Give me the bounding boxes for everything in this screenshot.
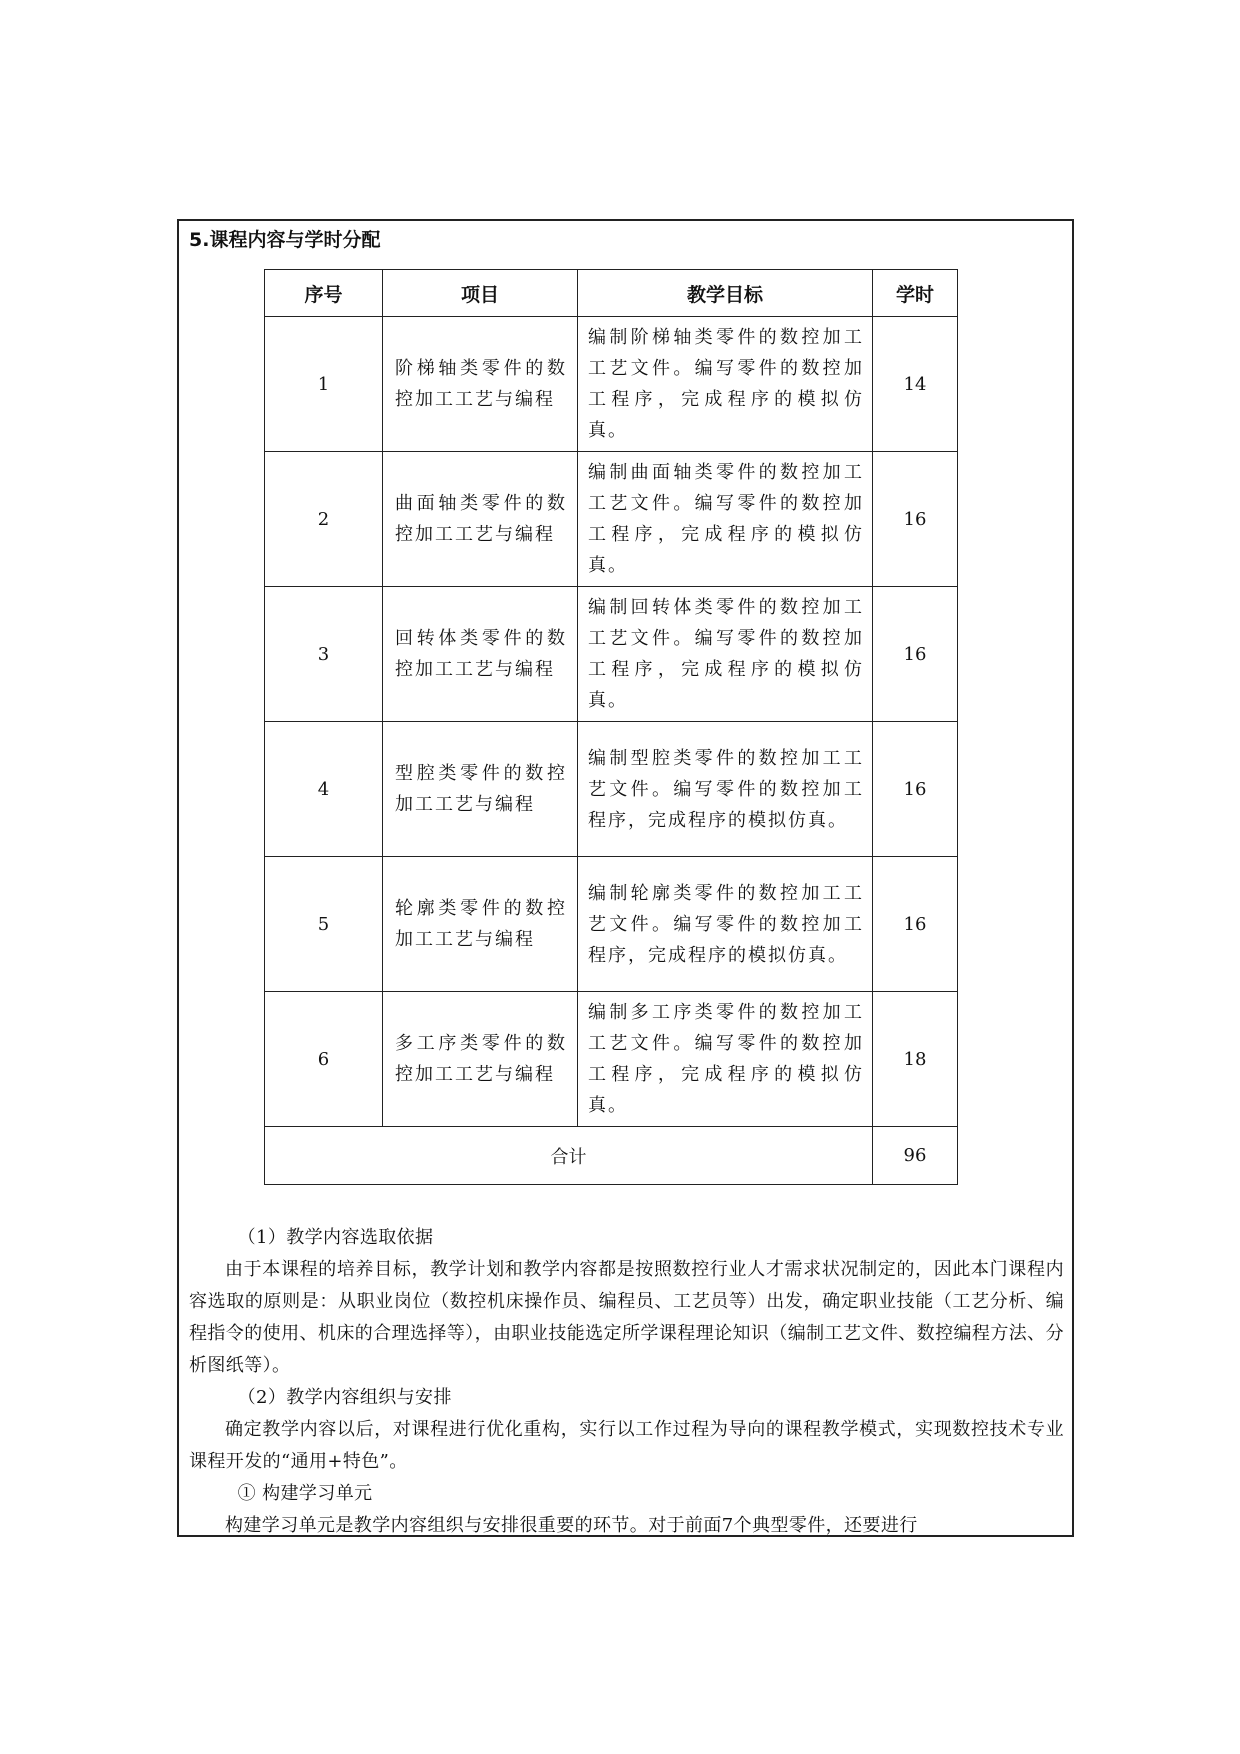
row-goal: 编制轮廓类零件的数控加工工艺文件。编写零件的数控加工程序，完成程序的模拟仿真。 [578, 857, 873, 992]
row-project: 轮廓类零件的数控加工工艺与编程 [383, 857, 578, 992]
header-goal: 教学目标 [578, 270, 873, 317]
table-row [265, 992, 958, 1127]
row-goal: 编制曲面轴类零件的数控加工工艺文件。编写零件的数控加工程序，完成程序的模拟仿真。 [578, 452, 873, 587]
row-number: 2 [265, 452, 383, 587]
table-row [265, 452, 958, 587]
row-number: 3 [265, 587, 383, 722]
row-goal: 编制型腔类零件的数控加工工艺文件。编写零件的数控加工程序，完成程序的模拟仿真。 [578, 722, 873, 857]
row-hours: 16 [873, 587, 958, 722]
content-frame [177, 219, 1074, 1537]
row-goal: 编制多工序类零件的数控加工工艺文件。编写零件的数控加工程序，完成程序的模拟仿真。 [578, 992, 873, 1127]
table-row [265, 587, 958, 722]
paragraph-learning-units: 构建学习单元是教学内容组织与安排很重要的环节。对于前面7个典型零件，还要进行 [225, 1515, 918, 1536]
row-hours: 18 [873, 992, 958, 1127]
row-hours: 16 [873, 722, 958, 857]
row-project: 阶梯轴类零件的数控加工工艺与编程 [383, 317, 578, 452]
row-hours: 16 [873, 452, 958, 587]
row-hours: 14 [873, 317, 958, 452]
table-header-row [265, 270, 958, 317]
header-hours: 学时 [873, 270, 958, 317]
row-goal: 编制阶梯轴类零件的数控加工工艺文件。编写零件的数控加工程序，完成程序的模拟仿真。 [578, 317, 873, 452]
row-number: 1 [265, 317, 383, 452]
total-hours: 96 [873, 1127, 958, 1185]
subheading-content-organization: （2）教学内容组织与安排 [237, 1387, 452, 1408]
subheading-learning-units: ① 构建学习单元 [237, 1483, 373, 1504]
course-content-table [264, 269, 958, 1185]
paragraph-content-selection: 由于本课程的培养目标，教学计划和教学内容都是按照数控行业人才需求状况制定的，因此本门课程内容选取的原则是：从职业岗位（数控机床操作员、编程员、工艺员等）出发，确定职业技能（工艺分析、编程指令的使用、机床的合理选择等），由职业技能选定所学课程理论知识（编制工艺文件、数控编程方法、分析图纸等）。 [189, 1259, 1064, 1376]
row-number: 6 [265, 992, 383, 1127]
row-project: 型腔类零件的数控加工工艺与编程 [383, 722, 578, 857]
row-project: 多工序类零件的数控加工工艺与编程 [383, 992, 578, 1127]
row-hours: 16 [873, 857, 958, 992]
total-row [265, 1127, 958, 1185]
header-number: 序号 [265, 270, 383, 317]
row-number: 4 [265, 722, 383, 857]
subheading-content-selection: （1）教学内容选取依据 [237, 1227, 434, 1248]
body-text [189, 1222, 1064, 1542]
header-project: 项目 [383, 270, 578, 317]
total-label: 合计 [265, 1127, 873, 1185]
table-row [265, 722, 958, 857]
section-title: 5.课程内容与学时分配 [189, 229, 381, 251]
row-goal: 编制回转体类零件的数控加工工艺文件。编写零件的数控加工程序，完成程序的模拟仿真。 [578, 587, 873, 722]
table-row [265, 857, 958, 992]
table-row [265, 317, 958, 452]
row-project: 曲面轴类零件的数控加工工艺与编程 [383, 452, 578, 587]
paragraph-content-organization: 确定教学内容以后，对课程进行优化重构，实行以工作过程为导向的课程教学模式，实现数控技术专业课程开发的“通用+特色”。 [189, 1419, 1064, 1472]
row-project: 回转体类零件的数控加工工艺与编程 [383, 587, 578, 722]
row-number: 5 [265, 857, 383, 992]
